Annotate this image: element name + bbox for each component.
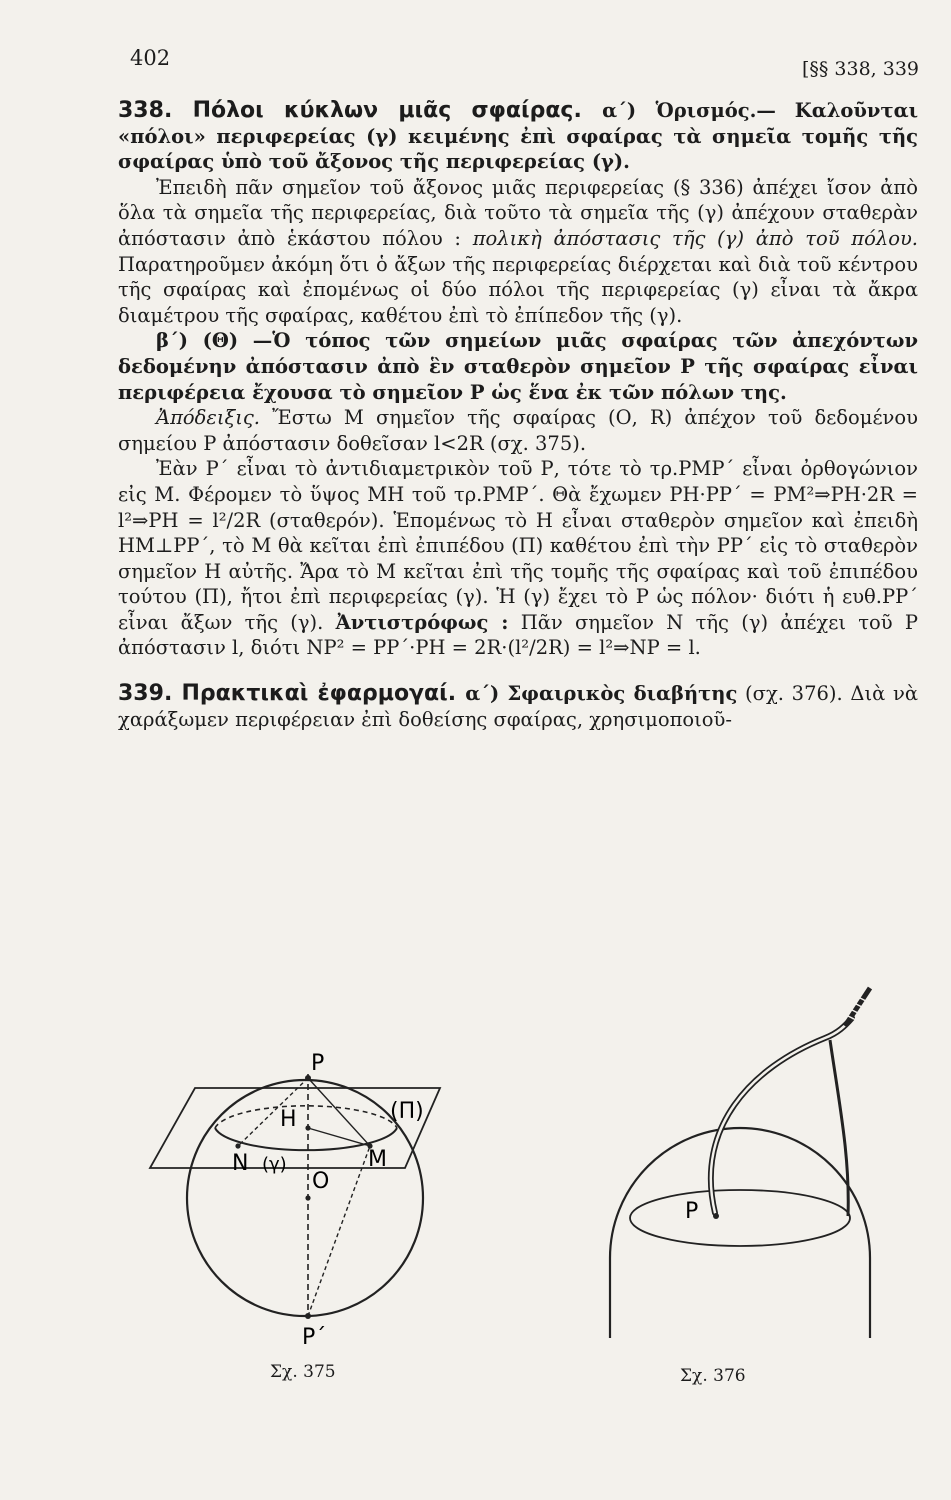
page-number: 402 <box>130 46 171 70</box>
segment-hm <box>308 1128 370 1146</box>
section-338-number: 338 <box>118 98 164 123</box>
point-pprime <box>305 1313 311 1319</box>
label-h: H <box>280 1107 297 1132</box>
compass-leg <box>830 1040 848 1216</box>
label-pi: (Π) <box>390 1099 424 1124</box>
figure-375 <box>140 1048 470 1348</box>
label-p-376: P <box>685 1199 699 1224</box>
label-o: O <box>312 1169 330 1194</box>
proof-text: Ἔστω Μ σημεῖον τῆς σφαίρας (Ο, R) ἀπέχον τοῦ δεδομένου σημείου Ρ ἀπόστασιν δοθεῖσαν l<2R (σχ. 375). <box>118 406 919 455</box>
sphere-outline <box>187 1080 423 1316</box>
section-338-definition: Καλοῦνται «πόλοι» περιφερείας (γ) κειμένης ἐπὶ σφαίρας τὰ σημεῖα τομῆς τῆς σφαίρας ὑπὸ τοῦ ἄξονος τῆς περιφερείας (γ). <box>118 99 919 174</box>
paragraph-1 <box>118 175 918 329</box>
paragraph-2 <box>118 456 918 661</box>
label-p: P <box>311 1051 325 1076</box>
circle-gamma-back <box>215 1106 397 1128</box>
section-338-intro: 338. Πόλοι κύκλων μιᾶς σφαίρας. α΄) Ὁρισμός.— Καλοῦνται «πόλοι» περιφερείας (γ) κειμένης ἐπὶ σφαίρας τὰ σημεῖα τομῆς τῆς σφαίρας ὑπὸ τοῦ ἄξονος τῆς περιφερείας (γ). <box>118 98 919 174</box>
section-338-subheading-a: α΄) Ὁρισμός.— <box>602 99 776 122</box>
paragraph-1-a: Ἐπειδὴ πᾶν σημεῖον τοῦ ἄξονος μιᾶς περιφερείας (§ 336) ἀπέχει ἴσον ἀπὸ ὅλα τὰ σημεῖα τῆς περιφερείας, διὰ τοῦτο τὰ σημεῖα τῆς (γ) ἀπέχουν σταθερὰν ἀπόστασιν ἀπὸ ἑκάστου πόλου : <box>118 175 918 250</box>
section-339-number: 339 <box>118 681 164 707</box>
compass-screw <box>845 988 870 1026</box>
running-head: [§§ 338, 339 <box>801 58 919 80</box>
circle-on-sphere <box>630 1190 850 1246</box>
section-339-text: (σχ. 376). Διὰ νὰ χαράξωμεν περιφέρειαν ἐπὶ δοθείσης σφαίρας, χρησιμοποιοῦ- <box>118 682 918 731</box>
proof-label: Ἀπόδειξις. <box>156 406 260 430</box>
main-text <box>118 98 918 732</box>
paragraph-1-italic: πολικὴ ἀπόστασις τῆς (γ) ἀπὸ τοῦ πόλου. <box>472 226 918 250</box>
point-o <box>305 1195 310 1200</box>
converse-label: Ἀντιστρόφως : <box>335 610 509 634</box>
section-339-title: Πρακτικαὶ ἐφαρμογαί <box>181 681 448 707</box>
figure-376 <box>590 968 890 1348</box>
label-gamma: (γ) <box>262 1154 287 1175</box>
paragraph-1-b: Παρατηροῦμεν ἀκόμη ὅτι ὁ ἄξων τῆς περιφερείας διέρχεται καὶ διὰ τοῦ κέντρου τῆς σφαίρας καὶ ἐπομένως οἱ δύο πόλοι τῆς περιφερείας (γ) εἶναι τὰ ἄκρα διαμέτρου τῆς σφαίρας, καθέτου ἐπὶ τὸ ἐπίπεδον τῆς (γ). <box>118 252 918 327</box>
caption-375: Σχ. 375 <box>270 1362 336 1382</box>
section-339-subheading-a: α΄) Σφαιρικὸς διαβήτης <box>465 682 738 706</box>
pole-point-p <box>713 1213 719 1219</box>
label-pprime: P΄ <box>302 1325 327 1348</box>
proof-paragraph <box>118 405 918 456</box>
section-339-intro: 339. Πρακτικαὶ ἐφαρμογαί. α΄) Σφαιρικὸς διαβήτης (σχ. 376). Διὰ νὰ χαράξωμεν περιφέρειαν ἐπὶ δοθείσης σφαίρας, χρησιμοποιοῦ- <box>118 681 918 731</box>
point-n <box>235 1143 240 1148</box>
theorem-b: β΄) (Θ) —Ὁ τόπος τῶν σημείων μιᾶς σφαίρας τῶν ἀπεχόντων δεδομένην ἀπόστασιν ἀπὸ ἓν σταθερὸν σημεῖον Ρ τῆς σφαίρας εἶναι περιφέρεια ἔχουσα τὸ σημεῖον Ρ ὡς ἕνα ἐκ τῶν πόλων της. <box>118 329 918 404</box>
label-n: N <box>232 1151 249 1176</box>
section-338-title: Πόλοι κύκλων μιᾶς σφαίρας <box>192 98 574 123</box>
paragraph-2-text: Ἐὰν Ρ΄ εἶναι τὸ ἀντιδιαμετρικὸν τοῦ Ρ, τότε τὸ τρ.ΡΜΡ΄ εἶναι ὀρθογώνιον εἰς Μ. Φέρομεν τὸ ὕψος ΜΗ τοῦ τρ.ΡΜΡ΄. Θὰ ἔχωμεν ΡΗ·ΡΡ΄ = ΡΜ²⇒ΡΗ·2R = l²⇒ΡΗ = l²/2R (σταθερόν). Ἑπομένως τὸ Η εἶναι σταθερὸν σημεῖον καὶ ἐπειδὴ ΗΜ⊥ΡΡ΄, τὸ Μ θὰ κεῖται ἐπὶ ἐπιπέδου (Π) καθέτου ἐπὶ τὴν ΡΡ΄ εἰς τὸ σταθερὸν σημεῖον Η αὐτῆς. Ἄρα τὸ Μ κεῖται ἐπὶ τῆς τομῆς τῆς σφαίρας καὶ τοῦ ἐπιπέδου τούτου (Π), ἤτοι ἐπὶ περιφερείας (γ). Ἡ (γ) ἔχει τὸ Ρ ὡς πόλον· διότι ἡ ευθ.ΡΡ΄ εἶναι ἄξων τῆς (γ). <box>118 457 918 634</box>
caption-376: Σχ. 376 <box>680 1366 746 1386</box>
label-m: M <box>368 1147 387 1172</box>
converse-text: Πᾶν σημεῖον Ν τῆς (γ) ἀπέχει τοῦ Ρ ἀπόστασιν l, διότι ΝΡ² = ΡΡ΄·ΡΗ = 2R·(l²/2R) = l²⇒ΝΡ = l. <box>118 610 919 660</box>
point-h <box>305 1125 310 1130</box>
